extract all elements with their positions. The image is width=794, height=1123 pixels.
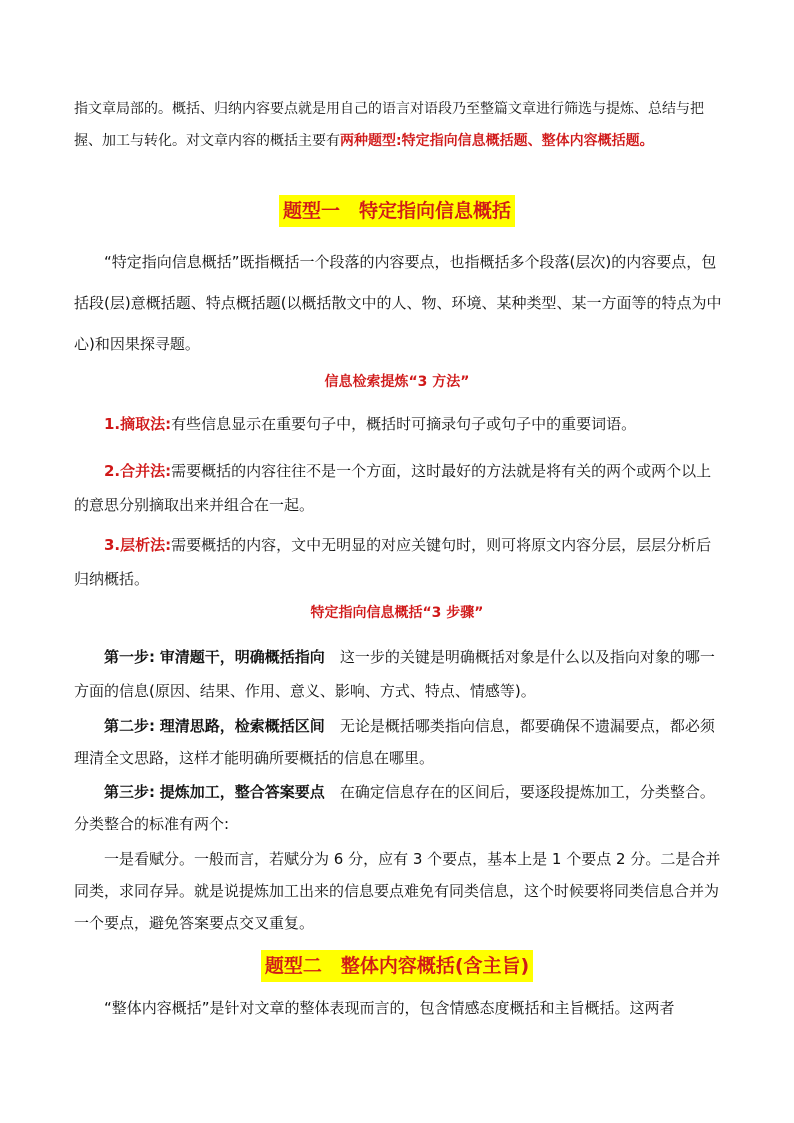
- intro-text: 指文章局部的。概括、归纳内容要点就是用自己的语言对语段乃至整篇文章进行筛选与提炼、总结与把握、加工与转化。对文章内容的概括主要有: [74, 101, 704, 149]
- standard-paragraph: 一是看赋分。一般而言，若赋分为 6 分，应有 3 个要点，基本上是 1 个要点 2 分。二是合并同类，求同存异。就是说提炼加工出来的信息要点难免有同类信息，这个时候要将同类信息合并为一个要点，避免答案要点交叉重复。: [74, 850, 721, 932]
- step-2-text: 无论是概括哪类指向信息，都要确保不遗漏要点，都必须理清全文思路，这样才能明确所要概括的信息在哪里。: [74, 717, 715, 767]
- method-2-label: 2.合并法:: [104, 462, 172, 480]
- intro-paragraph: [74, 93, 724, 157]
- method-1-label: 1.摘取法:: [104, 415, 172, 433]
- section1-heading: 题型一 特定指向信息概括: [279, 195, 515, 227]
- step-2-label: 第二步:: [104, 717, 155, 735]
- steps-title: 特定指向信息概括“3 步骤”: [310, 605, 484, 621]
- method-2: [74, 454, 724, 522]
- section2-paragraph: “整体内容概括”是针对文章的整体表现而言的，包含情感态度概括和主旨概括。这两者: [104, 999, 675, 1017]
- method-3: [74, 528, 724, 596]
- step-3-key: 提炼加工，整合答案要点: [159, 783, 325, 801]
- section1-paragraph: “特定指向信息概括”既指概括一个段落的内容要点，也指概括多个段落(层次)的内容要点，包括段(层)意概括题、特点概括题(以概括散文中的人、物、环境、某种类型、某一方面等的特点为中心)和因果探寻题。: [74, 253, 722, 353]
- step-2: [74, 710, 724, 774]
- method-3-label: 3.层析法:: [104, 536, 172, 554]
- method-3-text: 需要概括的内容，文中无明显的对应关键句时，则可将原文内容分层，层层分析后归纳概括。: [74, 536, 712, 588]
- section2-heading: 题型二 整体内容概括(含主旨): [261, 950, 533, 982]
- section2-heading-wrap: [0, 950, 794, 982]
- method-2-text: 需要概括的内容往往不是一个方面，这时最好的方法就是将有关的两个或两个以上的意思分别摘取出来并组合在一起。: [74, 462, 712, 514]
- step-3: [74, 776, 724, 840]
- method-1: [74, 410, 724, 438]
- step-1: [74, 640, 724, 708]
- intro-highlight: 两种题型:特定指向信息概括题、整体内容概括题。: [340, 133, 654, 149]
- step-1-key: 审清题干，明确概括指向: [159, 648, 325, 666]
- step-1-text: 这一步的关键是明确概括对象是什么以及指向对象的哪一方面的信息(原因、结果、作用、意义、影响、方式、特点、情感等)。: [74, 648, 715, 700]
- section1-heading-wrap: [0, 195, 794, 227]
- methods-title: 信息检索提炼“3 方法”: [324, 374, 470, 390]
- step-1-label: 第一步:: [104, 648, 155, 666]
- step-3-label: 第三步:: [104, 783, 155, 801]
- step-3-text: 在确定信息存在的区间后，要逐段提炼加工，分类整合。分类整合的标准有两个:: [74, 783, 715, 833]
- step-2-key: 理清思路，检索概括区间: [159, 717, 325, 735]
- method-1-text: 有些信息显示在重要句子中，概括时可摘录句子或句子中的重要词语。: [171, 415, 637, 433]
